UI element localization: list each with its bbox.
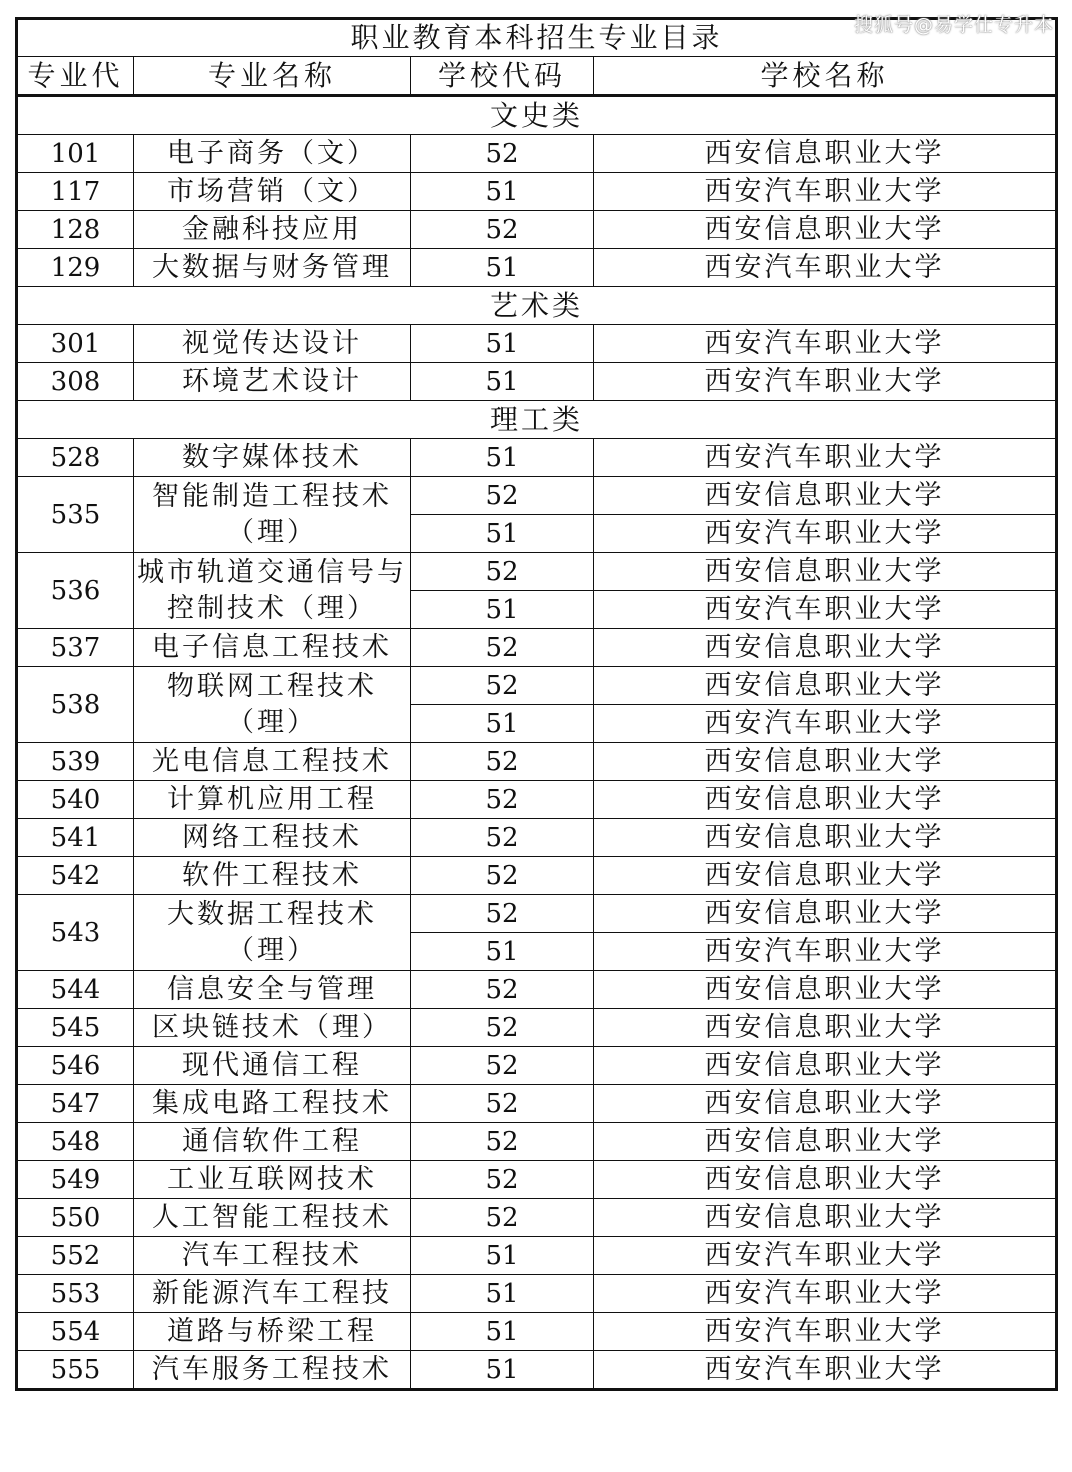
category-row xyxy=(17,401,1057,439)
major-code: 549 xyxy=(17,1161,134,1199)
major-code: 550 xyxy=(17,1199,134,1237)
school-code: 52 xyxy=(411,211,594,249)
school-name: 西安汽车职业大学 xyxy=(594,173,1057,211)
major-name: 人工智能工程技术 xyxy=(134,1199,411,1237)
school-name: 西安信息职业大学 xyxy=(594,135,1057,173)
major-code: 541 xyxy=(17,819,134,857)
major-name: 数字媒体技术 xyxy=(134,439,411,477)
header-code: 专业代 xyxy=(17,57,134,96)
table-row xyxy=(17,1237,1057,1275)
school-code: 51 xyxy=(411,249,594,287)
table-row xyxy=(17,1123,1057,1161)
school-name: 西安汽车职业大学 xyxy=(594,933,1057,971)
major-code: 129 xyxy=(17,249,134,287)
major-code: 538 xyxy=(17,667,134,743)
major-name: 软件工程技术 xyxy=(134,857,411,895)
school-code: 51 xyxy=(411,1313,594,1351)
school-code: 52 xyxy=(411,477,594,515)
school-name: 西安汽车职业大学 xyxy=(594,1313,1057,1351)
school-code: 52 xyxy=(411,1161,594,1199)
school-code: 51 xyxy=(411,173,594,211)
table-row xyxy=(17,857,1057,895)
category-row xyxy=(17,96,1057,135)
school-name: 西安汽车职业大学 xyxy=(594,363,1057,401)
school-name: 西安信息职业大学 xyxy=(594,1085,1057,1123)
table-row xyxy=(17,1199,1057,1237)
header-row xyxy=(17,57,1057,96)
major-code: 553 xyxy=(17,1275,134,1313)
major-name: 智能制造工程技术（理） xyxy=(134,477,411,553)
major-code: 544 xyxy=(17,971,134,1009)
major-code: 545 xyxy=(17,1009,134,1047)
school-name: 西安汽车职业大学 xyxy=(594,1237,1057,1275)
table-row xyxy=(17,1085,1057,1123)
table-row xyxy=(17,249,1057,287)
major-name: 计算机应用工程 xyxy=(134,781,411,819)
table-row xyxy=(17,135,1057,173)
major-code: 537 xyxy=(17,629,134,667)
table-row xyxy=(17,211,1057,249)
table-row xyxy=(17,895,1057,933)
school-code: 51 xyxy=(411,1275,594,1313)
major-name: 区块链技术（理） xyxy=(134,1009,411,1047)
major-name: 电子信息工程技术 xyxy=(134,629,411,667)
school-code: 52 xyxy=(411,1123,594,1161)
school-code: 51 xyxy=(411,363,594,401)
school-name: 西安信息职业大学 xyxy=(594,857,1057,895)
table-row xyxy=(17,553,1057,591)
table-row xyxy=(17,477,1057,515)
school-name: 西安信息职业大学 xyxy=(594,781,1057,819)
major-code: 528 xyxy=(17,439,134,477)
major-code: 308 xyxy=(17,363,134,401)
school-name: 西安汽车职业大学 xyxy=(594,249,1057,287)
major-code: 555 xyxy=(17,1351,134,1390)
school-code: 52 xyxy=(411,819,594,857)
school-code: 52 xyxy=(411,629,594,667)
major-code: 552 xyxy=(17,1237,134,1275)
school-code: 52 xyxy=(411,1047,594,1085)
school-code: 51 xyxy=(411,705,594,743)
school-code: 51 xyxy=(411,1237,594,1275)
table-row xyxy=(17,743,1057,781)
school-code: 52 xyxy=(411,135,594,173)
table-row xyxy=(17,819,1057,857)
table-row xyxy=(17,1047,1057,1085)
table-row xyxy=(17,629,1057,667)
school-code: 52 xyxy=(411,781,594,819)
major-code: 536 xyxy=(17,553,134,629)
table-row xyxy=(17,1161,1057,1199)
school-code: 51 xyxy=(411,933,594,971)
school-name: 西安信息职业大学 xyxy=(594,553,1057,591)
school-code: 52 xyxy=(411,895,594,933)
major-name: 通信软件工程 xyxy=(134,1123,411,1161)
major-name: 道路与桥梁工程 xyxy=(134,1313,411,1351)
major-name: 光电信息工程技术 xyxy=(134,743,411,781)
school-name: 西安信息职业大学 xyxy=(594,895,1057,933)
school-name: 西安信息职业大学 xyxy=(594,743,1057,781)
school-name: 西安信息职业大学 xyxy=(594,1161,1057,1199)
major-name: 电子商务（文） xyxy=(134,135,411,173)
school-name: 西安汽车职业大学 xyxy=(594,705,1057,743)
major-name: 信息安全与管理 xyxy=(134,971,411,1009)
school-name: 西安信息职业大学 xyxy=(594,971,1057,1009)
table-row xyxy=(17,1009,1057,1047)
category-label: 文史类 xyxy=(17,96,1057,135)
school-name: 西安信息职业大学 xyxy=(594,477,1057,515)
school-code: 51 xyxy=(411,591,594,629)
major-name: 物联网工程技术（理） xyxy=(134,667,411,743)
major-code: 546 xyxy=(17,1047,134,1085)
major-code: 543 xyxy=(17,895,134,971)
major-code: 554 xyxy=(17,1313,134,1351)
major-name: 新能源汽车工程技 xyxy=(134,1275,411,1313)
major-name: 汽车工程技术 xyxy=(134,1237,411,1275)
major-code: 548 xyxy=(17,1123,134,1161)
table-row xyxy=(17,667,1057,705)
school-name: 西安信息职业大学 xyxy=(594,1009,1057,1047)
major-code: 301 xyxy=(17,325,134,363)
major-name: 工业互联网技术 xyxy=(134,1161,411,1199)
table-row xyxy=(17,439,1057,477)
school-name: 西安信息职业大学 xyxy=(594,1047,1057,1085)
major-code: 128 xyxy=(17,211,134,249)
watermark: 搜狐号@易学仕专升本 xyxy=(853,14,1054,36)
table-row xyxy=(17,1351,1057,1390)
school-code: 52 xyxy=(411,857,594,895)
table-row xyxy=(17,971,1057,1009)
major-name: 汽车服务工程技术 xyxy=(134,1351,411,1390)
school-name: 西安汽车职业大学 xyxy=(594,515,1057,553)
major-name: 市场营销（文） xyxy=(134,173,411,211)
school-code: 52 xyxy=(411,743,594,781)
table-row xyxy=(17,325,1057,363)
major-name: 现代通信工程 xyxy=(134,1047,411,1085)
major-name: 视觉传达设计 xyxy=(134,325,411,363)
major-name: 大数据与财务管理 xyxy=(134,249,411,287)
category-label: 艺术类 xyxy=(17,287,1057,325)
table-title: 职业教育本科招生专业目录 xyxy=(17,19,1057,57)
school-code: 52 xyxy=(411,1199,594,1237)
school-code: 51 xyxy=(411,1351,594,1390)
school-name: 西安汽车职业大学 xyxy=(594,1275,1057,1313)
school-name: 西安汽车职业大学 xyxy=(594,439,1057,477)
school-code: 52 xyxy=(411,1009,594,1047)
major-code: 539 xyxy=(17,743,134,781)
table-row xyxy=(17,173,1057,211)
school-code: 51 xyxy=(411,325,594,363)
school-name: 西安汽车职业大学 xyxy=(594,1351,1057,1390)
school-name: 西安信息职业大学 xyxy=(594,629,1057,667)
school-code: 51 xyxy=(411,439,594,477)
major-code: 101 xyxy=(17,135,134,173)
school-name: 西安信息职业大学 xyxy=(594,211,1057,249)
table-row xyxy=(17,781,1057,819)
category-label: 理工类 xyxy=(17,401,1057,439)
major-code: 547 xyxy=(17,1085,134,1123)
major-name: 城市轨道交通信号与控制技术（理） xyxy=(134,553,411,629)
header-name: 专业名称 xyxy=(134,57,411,96)
major-code: 542 xyxy=(17,857,134,895)
major-name: 网络工程技术 xyxy=(134,819,411,857)
school-name: 西安汽车职业大学 xyxy=(594,325,1057,363)
table-row xyxy=(17,1313,1057,1351)
school-name: 西安信息职业大学 xyxy=(594,1199,1057,1237)
school-code: 52 xyxy=(411,971,594,1009)
school-code: 52 xyxy=(411,667,594,705)
table-row xyxy=(17,363,1057,401)
major-name: 大数据工程技术（理） xyxy=(134,895,411,971)
school-name: 西安信息职业大学 xyxy=(594,819,1057,857)
table-row xyxy=(17,1275,1057,1313)
major-catalog-table xyxy=(15,17,1058,1391)
school-code: 52 xyxy=(411,1085,594,1123)
school-name: 西安信息职业大学 xyxy=(594,1123,1057,1161)
major-code: 117 xyxy=(17,173,134,211)
school-code: 51 xyxy=(411,515,594,553)
major-code: 540 xyxy=(17,781,134,819)
school-name: 西安信息职业大学 xyxy=(594,667,1057,705)
major-name: 金融科技应用 xyxy=(134,211,411,249)
category-row xyxy=(17,287,1057,325)
major-code: 535 xyxy=(17,477,134,553)
header-school-code: 学校代码 xyxy=(411,57,594,96)
major-name: 环境艺术设计 xyxy=(134,363,411,401)
school-name: 西安汽车职业大学 xyxy=(594,591,1057,629)
header-school-name: 学校名称 xyxy=(594,57,1057,96)
school-code: 52 xyxy=(411,553,594,591)
major-name: 集成电路工程技术 xyxy=(134,1085,411,1123)
